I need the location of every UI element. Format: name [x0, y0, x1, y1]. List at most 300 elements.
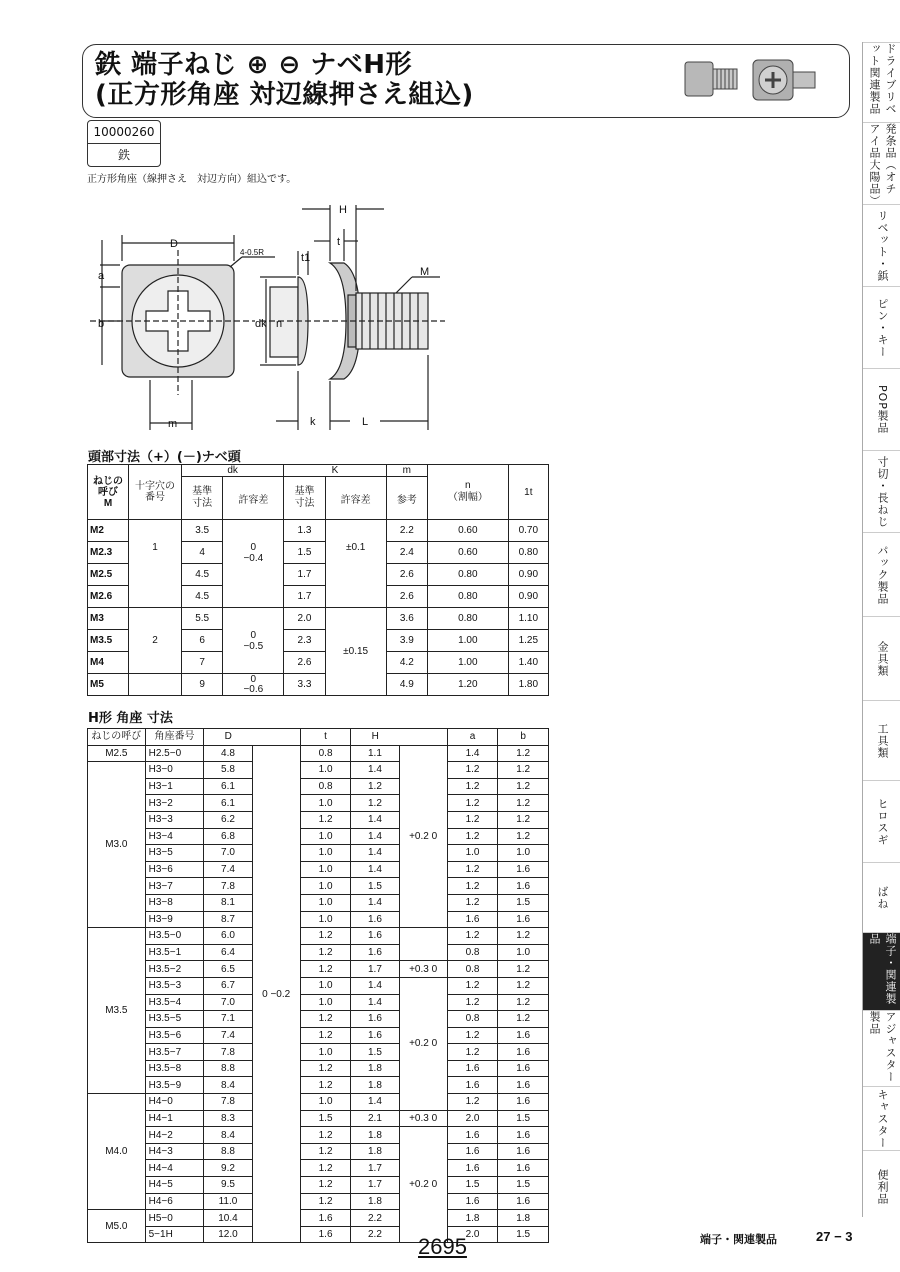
product-material: 鉄: [88, 143, 160, 166]
table-cell: 3.9: [386, 630, 427, 652]
table-cell: 1.2: [300, 1193, 351, 1210]
table-cell: 7: [182, 652, 223, 674]
table-cell: 1.7: [284, 586, 325, 608]
table-cell: 1.6: [300, 1226, 351, 1243]
th-k-base: 基準 寸法: [284, 477, 325, 520]
th-dk: dk: [182, 465, 284, 477]
product-code: 10000260: [93, 125, 155, 139]
table-cell: 1.4: [351, 894, 399, 911]
th-b: b: [498, 729, 549, 746]
table-cell: 1.2: [447, 878, 498, 895]
table-cell: 4.5: [182, 564, 223, 586]
table-cell: 1.6: [447, 1193, 498, 1210]
table-cell: 1.2: [300, 961, 351, 978]
th-t1: 1t: [508, 465, 548, 520]
title-box: [82, 44, 850, 118]
product-code-box: [87, 120, 161, 167]
th-call: ねじの呼び: [88, 729, 146, 746]
table-cell: H3.5−0: [145, 928, 204, 945]
table-cell: 1.6: [351, 911, 399, 928]
table-cell: H3−2: [145, 795, 204, 812]
table-cell: 1.2: [300, 944, 351, 961]
table-cell: 5−1H: [145, 1226, 204, 1243]
table-cell: H3−7: [145, 878, 204, 895]
table-cell: 1.2: [300, 1077, 351, 1094]
table-cell: 1.6: [498, 1027, 549, 1044]
table-cell: 1.6: [300, 1210, 351, 1227]
table-cell: 1.0: [300, 1044, 351, 1061]
table-cell: M3.5: [88, 630, 129, 652]
page-number: 2695: [418, 1234, 467, 1259]
table-cell: 0.90: [508, 564, 548, 586]
table-cell: 1.0: [300, 845, 351, 862]
table-cell: 1.0: [300, 795, 351, 812]
th-dk-tol: 許容差: [223, 477, 284, 520]
dim-label-M: M: [420, 266, 430, 278]
table-cell: 1.1: [351, 745, 399, 762]
table-cell: 1.2: [447, 1044, 498, 1061]
table-cell: 1.2: [351, 795, 399, 812]
table1-title: 頭部寸法（+）(－)ナベ頭: [88, 450, 241, 465]
table-cell: 1.0: [300, 894, 351, 911]
table-cell: H3.5−5: [145, 1011, 204, 1028]
dim-label-k: k: [310, 416, 316, 428]
table-cell: 1.6: [498, 1044, 549, 1061]
table-cell: 1.6: [351, 928, 399, 945]
table-cell: 1.6: [498, 1160, 549, 1177]
table-row: [88, 994, 549, 1011]
table-cell: 1.8: [351, 1077, 399, 1094]
table-cell: H3−6: [145, 861, 204, 878]
sidebar-item[interactable]: ピン・キー: [863, 286, 900, 368]
sidebar-item[interactable]: 端子・関連製品: [863, 932, 900, 1010]
table-cell: 1.3: [284, 520, 325, 542]
table-cell: 8.8: [204, 1060, 252, 1077]
table-cell: H3.5−6: [145, 1027, 204, 1044]
table-cell: 1.6: [447, 911, 498, 928]
table-cell: ±0.15: [325, 608, 386, 696]
table-cell: 0 −0.5: [223, 608, 284, 674]
table-cell: H3−3: [145, 811, 204, 828]
table-cell: M2.6: [88, 586, 129, 608]
table-cell: 1.2: [447, 778, 498, 795]
table-cell: 1.0: [300, 911, 351, 928]
table-cell: 1.6: [447, 1143, 498, 1160]
table-cell: M3: [88, 608, 129, 630]
table-cell: M2: [88, 520, 129, 542]
table-cell: 1.5: [498, 1226, 549, 1243]
table-cell: 1.0: [300, 762, 351, 779]
table-cell: H3.5−1: [145, 944, 204, 961]
table-cell: 1.0: [300, 994, 351, 1011]
table-cell: M2.5: [88, 564, 129, 586]
table-cell: 1.6: [351, 1027, 399, 1044]
table-row: [88, 1110, 549, 1127]
table-cell: 1.6: [447, 1077, 498, 1094]
table-cell: 8.3: [204, 1110, 252, 1127]
table-cell: M2.3: [88, 542, 129, 564]
table-cell: 1.2: [498, 977, 549, 994]
table-cell: 1.4: [351, 811, 399, 828]
table-cell: H3−0: [145, 762, 204, 779]
table-cell: H3−1: [145, 778, 204, 795]
page-title: 鉄 端子ねじ ⊕ ⊖ ナベH形: [95, 50, 413, 80]
table-cell: H3.5−7: [145, 1044, 204, 1061]
table-cell: H3−5: [145, 845, 204, 862]
th-no: 角座番号: [145, 729, 204, 746]
table-row: [88, 778, 549, 795]
table-cell: 1.2: [447, 811, 498, 828]
table-cell: H3.5−4: [145, 994, 204, 1011]
table-cell: 2.6: [284, 652, 325, 674]
sidebar-item[interactable]: ばね: [863, 862, 900, 932]
table-row: [88, 911, 549, 928]
table-cell: 8.4: [204, 1127, 252, 1144]
table-cell: 1.2: [447, 762, 498, 779]
table-cell: 1.4: [351, 845, 399, 862]
footer-section-page: 27 − 3: [816, 1229, 853, 1244]
table-cell: 4.5: [182, 586, 223, 608]
table-cell: 9: [182, 674, 223, 696]
table-cell: H4−2: [145, 1127, 204, 1144]
table-cell: 1.2: [300, 1177, 351, 1194]
table-cell: 1.2: [447, 828, 498, 845]
sidebar-item[interactable]: 金具類: [863, 616, 900, 700]
group-call: M3.5: [88, 928, 146, 1094]
table-cell: 1.2: [447, 795, 498, 812]
table-cell: 7.8: [204, 1044, 252, 1061]
H-tolerance: +0.3 0: [399, 1110, 447, 1127]
th-cross: 十字穴の 番号: [129, 465, 182, 520]
th-dk-base: 基準 寸法: [182, 477, 223, 520]
table-cell: 4.9: [386, 674, 427, 696]
dim-label-corner: 4-0.5R: [240, 248, 265, 257]
dim-label-a: a: [98, 270, 105, 282]
sidebar-item[interactable]: POP製品: [863, 368, 900, 450]
sidebar-item[interactable]: リベット・鋲: [863, 204, 900, 286]
table-row: [88, 762, 549, 779]
table-row: [88, 878, 549, 895]
H-tolerance: +0.3 0: [399, 961, 447, 978]
table-row: [88, 1127, 549, 1144]
H-tolerance: +0.2 0: [399, 745, 447, 928]
sidebar-item[interactable]: 寸切・長ねじ: [863, 450, 900, 532]
table-row: [88, 928, 549, 945]
table-cell: 1.4: [351, 977, 399, 994]
table-cell: 0.80: [427, 586, 508, 608]
table-cell: 1.2: [498, 828, 549, 845]
table-cell: 3.3: [284, 674, 325, 696]
table-cell: H4−1: [145, 1110, 204, 1127]
table-cell: 1.6: [447, 1160, 498, 1177]
table-cell: H4−3: [145, 1143, 204, 1160]
table-cell: 0.80: [427, 608, 508, 630]
table-cell: 1.10: [508, 608, 548, 630]
H-tolerance: +0.2 0: [399, 977, 447, 1110]
table-cell: H3.5−9: [145, 1077, 204, 1094]
table-cell: 1.8: [351, 1143, 399, 1160]
table-cell: 1.4: [351, 994, 399, 1011]
group-call: M5.0: [88, 1210, 146, 1243]
dim-label-n: n: [276, 318, 283, 330]
table-cell: 5.8: [204, 762, 252, 779]
table-cell: 1.7: [351, 1160, 399, 1177]
table-cell: 2.0: [284, 608, 325, 630]
table-cell: 1.2: [498, 994, 549, 1011]
table-cell: 1.2: [498, 1011, 549, 1028]
table-cell: 1.2: [447, 1027, 498, 1044]
table-cell: 1.0: [300, 878, 351, 895]
sidebar-item[interactable]: ドライブリベット関連製品: [863, 42, 900, 122]
dim-label-D: D: [170, 238, 178, 250]
table-cell: 1.0: [300, 861, 351, 878]
sidebar-item[interactable]: アジャスター製品: [863, 1010, 900, 1086]
table-cell: 1.2: [498, 762, 549, 779]
table-cell: 1.2: [351, 778, 399, 795]
table-cell: 8.8: [204, 1143, 252, 1160]
sidebar-item[interactable]: 工具類: [863, 700, 900, 780]
table-row: [88, 1160, 549, 1177]
table-row: [88, 961, 549, 978]
table-cell: 1.6: [351, 944, 399, 961]
table-row: [88, 1044, 549, 1061]
table-cell: 1.2: [498, 778, 549, 795]
table-cell: 0.8: [300, 778, 351, 795]
table-cell: 1.2: [447, 994, 498, 1011]
table-row: [88, 894, 549, 911]
table-cell: 1.5: [300, 1110, 351, 1127]
table-cell: 1.40: [508, 652, 548, 674]
table-cell: 0 −0.4: [223, 542, 284, 608]
table-cell: 7.4: [204, 861, 252, 878]
table-cell: 1.5: [498, 1110, 549, 1127]
table-cell: ±0.1: [325, 542, 386, 608]
table-cell: 1.2: [300, 1060, 351, 1077]
table-cell: 7.0: [204, 845, 252, 862]
table-cell: H4−5: [145, 1177, 204, 1194]
group-call: M2.5: [88, 745, 146, 762]
table-cell: 1.6: [498, 1193, 549, 1210]
sidebar-item[interactable]: ヒロスギ: [863, 780, 900, 862]
table-cell: 1.4: [351, 1094, 399, 1111]
dimension-drawing: [80, 195, 460, 440]
table-cell: 1.2: [300, 1127, 351, 1144]
dim-label-m: m: [168, 418, 178, 430]
table-cell: 1.4: [447, 745, 498, 762]
table-cell: 1.80: [508, 674, 548, 696]
sidebar-item[interactable]: パック製品: [863, 532, 900, 616]
table-cell: 1.2: [300, 928, 351, 945]
table-cell: 5.5: [182, 608, 223, 630]
dim-label-H: H: [339, 204, 347, 216]
table-cell: M5: [88, 674, 129, 696]
table-row: [88, 1011, 549, 1028]
table-cell: 2.6: [386, 586, 427, 608]
table-cell: 1.6: [498, 1094, 549, 1111]
table-cell: 2.2: [351, 1226, 399, 1243]
table-row: [88, 811, 549, 828]
table2-title: H形 角座 寸法: [88, 711, 173, 726]
table-cell: 1.5: [351, 1044, 399, 1061]
th-a: a: [447, 729, 498, 746]
dim-label-t: t: [337, 236, 341, 248]
table-cell: H3.5−2: [145, 961, 204, 978]
table-cell: 1.2: [447, 928, 498, 945]
table-row: [88, 795, 549, 812]
table-cell: 1.2: [498, 795, 549, 812]
table-cell: 1.6: [498, 1143, 549, 1160]
table-cell: 8.7: [204, 911, 252, 928]
table-cell: 1.7: [284, 564, 325, 586]
table-cell: 1.0: [300, 828, 351, 845]
dim-label-t1: t1: [301, 252, 311, 264]
table-cell: 1.6: [447, 1060, 498, 1077]
table-cell: 4.8: [204, 745, 252, 762]
table-cell: 1.5: [284, 542, 325, 564]
table-cell: 8.4: [204, 1077, 252, 1094]
th-H: H: [351, 729, 399, 746]
table-cell: 1.2: [447, 977, 498, 994]
table-cell: 8.1: [204, 894, 252, 911]
table-cell: 2.2: [386, 520, 427, 542]
table-cell: 1.5: [447, 1177, 498, 1194]
table-cell: 2.2: [351, 1210, 399, 1227]
table-row: [88, 1210, 549, 1227]
table-row: [88, 1077, 549, 1094]
table-cell: 0.60: [427, 520, 508, 542]
table-row: [88, 1226, 549, 1243]
footer-section: 端子・関連製品: [700, 1233, 777, 1246]
table-cell: 7.0: [204, 994, 252, 1011]
table-row: [88, 944, 549, 961]
H-tolerance: +0.2 0: [399, 1127, 447, 1243]
th-k: K: [284, 465, 386, 477]
table-cell: 6.2: [204, 811, 252, 828]
table-row: [88, 1177, 549, 1194]
table-cell: 9.2: [204, 1160, 252, 1177]
table-cell: 1.2: [447, 861, 498, 878]
table-cell: 1.2: [447, 894, 498, 911]
table-cell: 1.0: [498, 845, 549, 862]
table-cell: H5−0: [145, 1210, 204, 1227]
table-cell: 1.6: [498, 911, 549, 928]
table-cell: 2.0: [447, 1226, 498, 1243]
table-cell: 3.5: [182, 520, 223, 542]
table-cell: 1.00: [427, 652, 508, 674]
head-dimension-table: [87, 464, 549, 696]
table-cell: 1.4: [351, 861, 399, 878]
table-cell: 1.4: [351, 762, 399, 779]
table-cell: 1.25: [508, 630, 548, 652]
table-cell: H3−9: [145, 911, 204, 928]
table-cell: 1.6: [498, 1060, 549, 1077]
table-cell: 4: [182, 542, 223, 564]
table-cell: 1.2: [498, 961, 549, 978]
table-cell: 1.6: [498, 1077, 549, 1094]
table-cell: 1.5: [351, 878, 399, 895]
table-cell: 1.5: [498, 1177, 549, 1194]
table-cell: 1.7: [351, 1177, 399, 1194]
group-call: M3.0: [88, 762, 146, 928]
table-cell: H3−8: [145, 894, 204, 911]
table-row: [88, 745, 549, 762]
table-cell: H3−4: [145, 828, 204, 845]
washer-dimension-table: [87, 728, 549, 1243]
D-tolerance: 0 −0.2: [252, 745, 300, 1243]
table-cell: 1.2: [498, 745, 549, 762]
table-cell: 6.1: [204, 778, 252, 795]
sidebar-item[interactable]: キャスター: [863, 1086, 900, 1150]
table-cell: H2.5−0: [145, 745, 204, 762]
table-cell: 0.8: [447, 961, 498, 978]
table-cell: 1.2: [300, 811, 351, 828]
table-cell: 7.8: [204, 1094, 252, 1111]
group-call: M4.0: [88, 1094, 146, 1210]
th-m-ref: 参考: [386, 477, 427, 520]
table-cell: 1.8: [351, 1060, 399, 1077]
table-row: [88, 1027, 549, 1044]
table-cell: 1.6: [447, 1127, 498, 1144]
table-row: [88, 1094, 549, 1111]
product-description: 正方形角座（線押さえ 対辺方向）組込です。: [87, 174, 297, 185]
table-cell: 2: [129, 608, 182, 674]
table-cell: 4.2: [386, 652, 427, 674]
table-cell: 7.1: [204, 1011, 252, 1028]
table-cell: 6.8: [204, 828, 252, 845]
table-cell: 6.4: [204, 944, 252, 961]
table-cell: 1.5: [498, 894, 549, 911]
table-cell: H4−4: [145, 1160, 204, 1177]
table-cell: 6: [182, 630, 223, 652]
th-k-tol: 許容差: [325, 477, 386, 520]
table-cell: 1.8: [351, 1127, 399, 1144]
table-cell: 6.1: [204, 795, 252, 812]
table-cell: 0.60: [427, 542, 508, 564]
th-t: t: [300, 729, 351, 746]
table-cell: 0 −0.6: [223, 674, 284, 696]
table-cell: 1.20: [427, 674, 508, 696]
table-cell: 1.8: [351, 1193, 399, 1210]
table-cell: 1.6: [498, 1127, 549, 1144]
table-cell: 2.6: [386, 564, 427, 586]
table-cell: 10.4: [204, 1210, 252, 1227]
table-cell: 2.1: [351, 1110, 399, 1127]
dim-label-b: b: [98, 318, 105, 330]
table-cell: 9.5: [204, 1177, 252, 1194]
table-cell: 2.4: [386, 542, 427, 564]
table-cell: 7.4: [204, 1027, 252, 1044]
table-cell: 0.8: [447, 1011, 498, 1028]
sidebar-item[interactable]: 便利品: [863, 1150, 900, 1222]
table-cell: 1.0: [300, 1094, 351, 1111]
table-row: [88, 1060, 549, 1077]
table-cell: 1.8: [447, 1210, 498, 1227]
table-cell: 2.3: [284, 630, 325, 652]
dim-label-L: L: [362, 416, 369, 428]
table-cell: 1.8: [498, 1210, 549, 1227]
table-row: [88, 1193, 549, 1210]
table-cell: M4: [88, 652, 129, 674]
table-cell: 0.70: [508, 520, 548, 542]
table-cell: 0.90: [508, 586, 548, 608]
sidebar-item[interactable]: 発条品（オチアイ品大陽品）: [863, 122, 900, 204]
table-row: [88, 828, 549, 845]
page-subtitle: (正方形角座 対辺線押さえ組込): [95, 80, 474, 110]
table-cell: 11.0: [204, 1193, 252, 1210]
th-call: ねじの 呼び M: [88, 465, 129, 520]
table-cell: 1.2: [447, 1094, 498, 1111]
table-cell: 7.8: [204, 878, 252, 895]
